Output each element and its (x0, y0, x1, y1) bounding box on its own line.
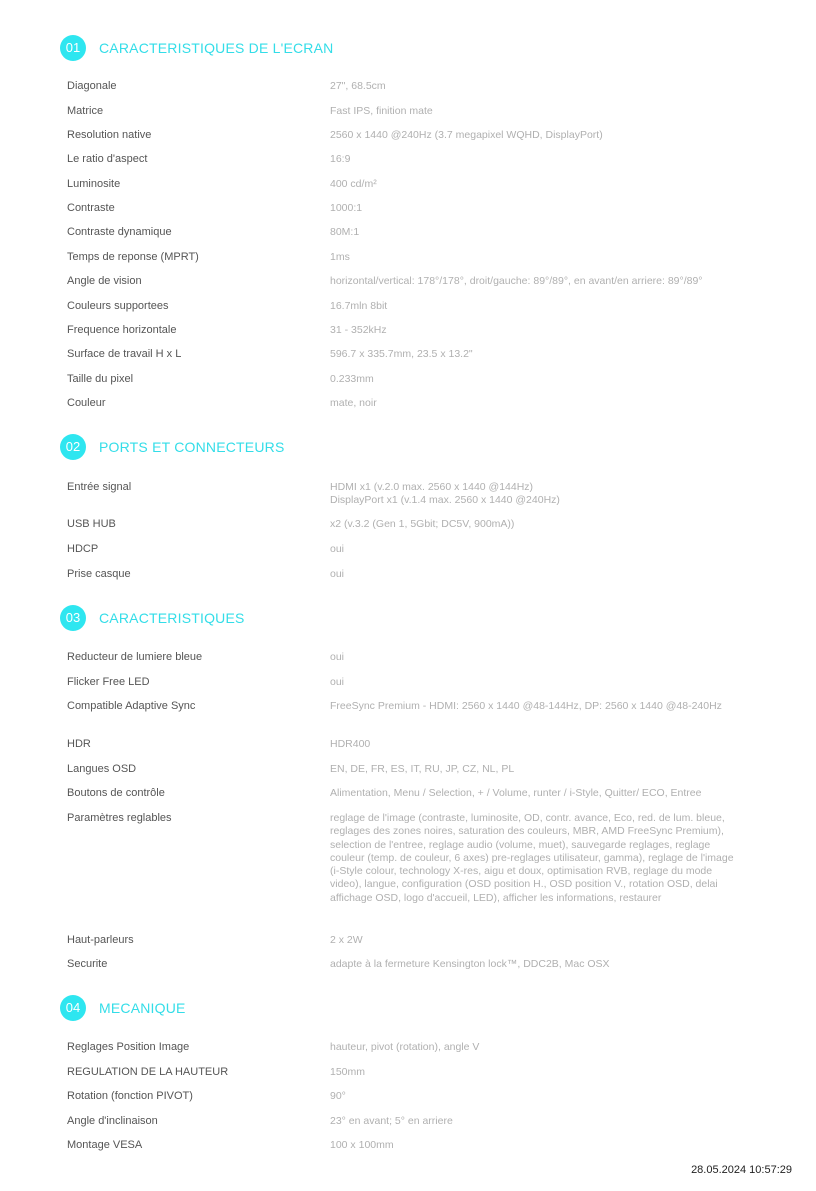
spec-label: USB HUB (67, 518, 116, 530)
spec-label: Securite (67, 958, 108, 970)
spec-value: horizontal/vertical: 178°/178°, droit/gauche: 89°/89°, en avant/en arriere: 89°/89° (330, 275, 703, 287)
spec-label: Taille du pixel (67, 373, 134, 385)
spec-value: oui (330, 651, 345, 663)
spec-value: FreeSync Premium - HDMI: 2560 x 1440 @48-144Hz, DP: 2560 x 1440 @48-240Hz (330, 700, 722, 712)
spec-label: Langues OSD (67, 763, 137, 775)
spec-value: oui (330, 543, 345, 555)
spec-value: HDR400 (330, 738, 371, 750)
spec-value: 31 - 352kHz (330, 324, 387, 336)
spec-value: oui (330, 676, 345, 688)
spec-value: 2 x 2W (330, 934, 363, 946)
spec-value: 400 cd/m² (330, 178, 377, 190)
spec-value: 1000:1 (330, 202, 363, 214)
spec-label: Prise casque (67, 568, 131, 580)
spec-label: Reglages Position Image (67, 1041, 190, 1053)
spec-label: Couleur (67, 397, 106, 409)
spec-value: HDMI x1 (v.2.0 max. 2560 x 1440 @144Hz) DisplayPort x1 (v.1.4 max. 2560 x 1440 @240Hz) (330, 481, 560, 507)
spec-value: 16.7mln 8bit (330, 300, 388, 312)
section-title: CARACTERISTIQUES DE L'ECRAN (99, 40, 334, 56)
spec-value: 80M:1 (330, 226, 360, 238)
spec-label: Resolution native (67, 129, 152, 141)
section-number-badge: 04 (60, 995, 86, 1021)
spec-label: Reducteur de lumiere bleue (67, 651, 203, 663)
spec-value: 16:9 (330, 153, 351, 165)
spec-value: 90° (330, 1090, 346, 1102)
spec-value: 27", 68.5cm (330, 80, 386, 92)
spec-label: Frequence horizontale (67, 324, 177, 336)
spec-label: Entrée signal (67, 481, 132, 493)
spec-label: Surface de travail H x L (67, 348, 182, 360)
spec-label: Rotation (fonction PIVOT) (67, 1090, 193, 1102)
spec-label: REGULATION DE LA HAUTEUR (67, 1066, 229, 1078)
spec-value: x2 (v.3.2 (Gen 1, 5Gbit; DC5V, 900mA)) (330, 518, 515, 530)
spec-value: mate, noir (330, 397, 377, 409)
spec-value: reglage de l'image (contraste, luminosite, OD, contr. avance, Eco, red. de lum. bleue, reglages des zones noires, saturation des couleurs, MBR, AMD FreeSync Premium), selection de l'entree, reglage audio (volume, muet), sauvegarde reglages, reglage couleur (temp. de couleur, 6 axes) pre-reglages utilisateur, gamma), reglage de l'image (i-Style colour, technology X-res, aigu et doux, optimisation RVB, reglage du mode video), langue, configuration (OSD position H., OSD position V., rotation OSD, delai affichage OSD, logo d'accueil, LED), afficher les informations, restaurer (330, 812, 734, 904)
spec-value: hauteur, pivot (rotation), angle V (330, 1041, 480, 1053)
spec-value: adapte à la fermeture Kensington lock™, DDC2B, Mac OSX (330, 958, 610, 970)
spec-label: Luminosite (67, 178, 121, 190)
spec-label: Haut-parleurs (67, 934, 134, 946)
spec-label: Temps de reponse (MPRT) (67, 251, 199, 263)
spec-label: Contraste dynamique (67, 226, 172, 238)
spec-value: EN, DE, FR, ES, IT, RU, JP, CZ, NL, PL (330, 763, 515, 775)
spec-label: Le ratio d'aspect (67, 153, 148, 165)
section-title: PORTS ET CONNECTEURS (99, 439, 285, 455)
spec-label: Flicker Free LED (67, 676, 150, 688)
spec-value: 150mm (330, 1066, 366, 1078)
spec-label: Paramètres reglables (67, 812, 172, 824)
section-number-badge: 03 (60, 605, 86, 631)
spec-label: HDCP (67, 543, 99, 555)
section-number-badge: 01 (60, 35, 86, 61)
generated-timestamp: 28.05.2024 10:57:29 (691, 1164, 792, 1176)
spec-value: Alimentation, Menu / Selection, + / Volume, runter / i-Style, Quitter/ ECO, Entree (330, 787, 702, 799)
section-title: MECANIQUE (99, 1000, 186, 1016)
spec-label: Contraste (67, 202, 115, 214)
spec-label: Couleurs supportees (67, 300, 169, 312)
spec-label: Diagonale (67, 80, 117, 92)
spec-value: 1ms (330, 251, 350, 263)
section-title: CARACTERISTIQUES (99, 610, 245, 626)
spec-label: Compatible Adaptive Sync (67, 700, 196, 712)
spec-label: Angle d'inclinaison (67, 1115, 158, 1127)
section-number-badge: 02 (60, 434, 86, 460)
spec-label: Matrice (67, 105, 104, 117)
spec-value: Fast IPS, finition mate (330, 105, 433, 117)
spec-value: 2560 x 1440 @240Hz (3.7 megapixel WQHD, DisplayPort) (330, 129, 603, 141)
spec-label: Boutons de contrôle (67, 787, 165, 799)
spec-value: 0.233mm (330, 373, 374, 385)
spec-value: oui (330, 568, 345, 580)
spec-label: Montage VESA (67, 1139, 143, 1151)
spec-label: Angle de vision (67, 275, 142, 287)
spec-label: HDR (67, 738, 91, 750)
spec-value: 596.7 x 335.7mm, 23.5 x 13.2" (330, 348, 473, 360)
spec-value: 23° en avant; 5° en arriere (330, 1115, 453, 1127)
spec-value: 100 x 100mm (330, 1139, 394, 1151)
